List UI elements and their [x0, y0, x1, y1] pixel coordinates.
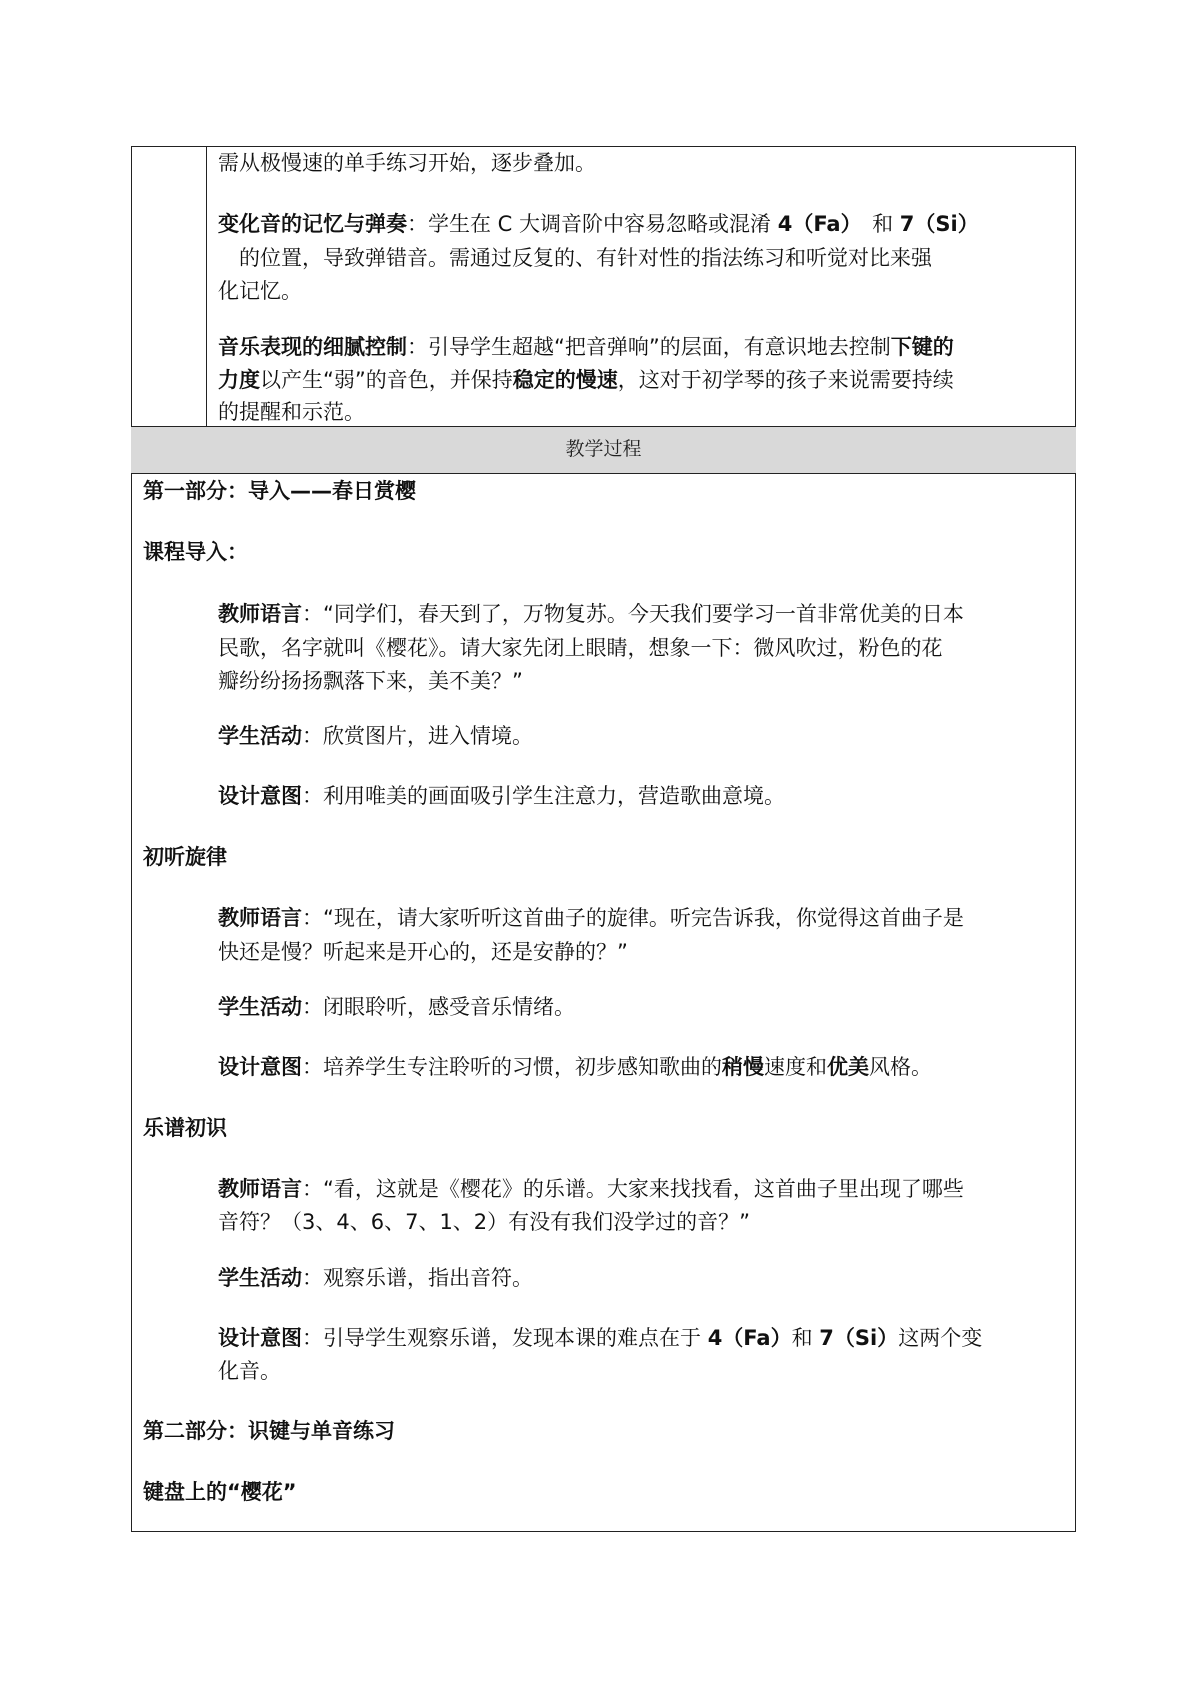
bold-label: 设计意图: [218, 1326, 302, 1350]
paragraph-text: “看，这就是《樱花》的乐谱。大家来找找看，这首曲子里出现了哪些: [323, 1177, 964, 1201]
intro-student-activity: [218, 719, 533, 753]
listen-teacher-line-1: [218, 901, 964, 935]
bold-label: 教师语言: [218, 602, 302, 626]
paragraph-text: ，这对于初学琴的孩子来说需要持续: [617, 368, 954, 392]
separator: ：: [302, 602, 323, 626]
paragraph-text: 速度和: [764, 1055, 827, 1079]
table-header-title: 教学过程: [565, 438, 642, 460]
separator: ：: [302, 906, 323, 930]
paragraph-text: 化记忆。: [218, 279, 302, 303]
separator: ：: [302, 1326, 323, 1350]
paragraph-text: 民歌，名字就叫《樱花》。请大家先闭上眼睛，想象一下：微风吹过，粉色的花: [218, 636, 943, 660]
listen-teacher-line-2: [218, 935, 628, 969]
course-intro-heading: 课程导入：: [143, 540, 248, 564]
separator: ：: [407, 212, 428, 236]
bold-label: 教师语言: [218, 906, 302, 930]
paragraph-text: 快还是慢？听起来是开心的，还是安静的？”: [218, 940, 628, 964]
table-right-border: [1075, 146, 1076, 1532]
paragraph-text: 引导学生观察乐谱，发现本课的难点在于: [323, 1326, 708, 1350]
paragraph-text: 需从极慢速的单手练习开始，逐步叠加。: [218, 151, 596, 175]
score-teacher-line-1: [218, 1172, 964, 1206]
part1-title: 第一部分：导入——春日赏樱: [143, 479, 416, 503]
table-left-border: [131, 146, 132, 1532]
variation-note-line-2: [218, 241, 932, 275]
intro-teacher-line-3: [218, 664, 523, 698]
bold-label: 设计意图: [218, 784, 302, 808]
score-design-intent-line-2: [218, 1354, 281, 1388]
bold-text: 下键的: [890, 335, 954, 359]
note-si: 7（Si）: [819, 1326, 899, 1350]
separator: ：: [407, 335, 428, 359]
paragraph-text: 和: [851, 212, 900, 236]
paragraph-text: 培养学生专注聆听的习惯，初步感知歌曲的: [323, 1055, 722, 1079]
bold-label: 学生活动: [218, 1266, 302, 1290]
variation-note-line-3: [218, 274, 302, 308]
bold-text: 力度: [218, 368, 260, 392]
first-listen-heading: 初听旋律: [143, 845, 227, 869]
paragraph-text: 和: [791, 1326, 820, 1350]
paragraph-text: 的位置，导致弹错音。需通过反复的、有针对性的指法练习和听觉对比来强: [218, 246, 932, 270]
paragraph-text: 这两个变: [898, 1326, 983, 1350]
intro-teacher-line-2: [218, 631, 943, 665]
keyboard-sakura-heading: 键盘上的“樱花”: [143, 1480, 297, 1504]
paragraph-text: 瓣纷纷扬扬飘落下来，美不美？”: [218, 669, 523, 693]
separator: ：: [302, 1177, 323, 1201]
bold-label: 设计意图: [218, 1055, 302, 1079]
listen-student-activity: [218, 990, 575, 1024]
part2-title: 第二部分：识键与单音练习: [143, 1419, 395, 1443]
note-fa: 4（Fa）: [777, 212, 852, 236]
variation-note-paragraph: [218, 207, 979, 241]
separator: ：: [302, 784, 323, 808]
paragraph-text: “现在，请大家听听这首曲子的旋律。听完告诉我，你觉得这首曲子是: [323, 906, 964, 930]
upper-column-divider: [206, 146, 207, 426]
paragraph-text: “同学们，春天到了，万物复苏。今天我们要学习一首非常优美的日本: [323, 602, 964, 626]
paragraph-text: 引导学生超越“把音弹响”的层面，有意识地去控制: [428, 335, 891, 359]
score-student-activity: [218, 1261, 533, 1295]
separator: ：: [302, 1266, 323, 1290]
paragraph-text: 闭眼聆听，感受音乐情绪。: [323, 995, 575, 1019]
expression-control-paragraph: [218, 330, 954, 364]
separator: ：: [302, 1055, 323, 1079]
bold-label: 学生活动: [218, 995, 302, 1019]
bold-label: 变化音的记忆与弹奏: [218, 212, 407, 236]
score-intro-heading: 乐谱初识: [143, 1116, 227, 1140]
bold-text: 稳定的慢速: [512, 368, 618, 392]
paragraph-text: 音符？（3、4、6、7、1、2）有没有我们没学过的音？”: [218, 1210, 751, 1234]
separator: ：: [302, 995, 323, 1019]
paragraph-text: 以产生“弱”的音色，并保持: [260, 368, 513, 392]
bold-text: 稍慢: [722, 1055, 764, 1079]
paragraph-text: 欣赏图片，进入情境。: [323, 724, 533, 748]
score-design-intent-line-1: [218, 1321, 982, 1355]
bold-label: 教师语言: [218, 1177, 302, 1201]
upper-cell-line-1: [218, 146, 596, 180]
listen-design-intent: [218, 1050, 932, 1084]
paragraph-text: 风格。: [869, 1055, 932, 1079]
paragraph-text: 利用唯美的画面吸引学生注意力，营造歌曲意境。: [323, 784, 785, 808]
note-si: 7（Si）: [899, 212, 979, 236]
score-teacher-line-2: [218, 1205, 750, 1239]
bold-label: 音乐表现的细腻控制: [218, 335, 407, 359]
bold-text: 优美: [827, 1055, 869, 1079]
separator: ：: [302, 724, 323, 748]
paragraph-text: 化音。: [218, 1359, 281, 1383]
expression-control-line-3: [218, 395, 365, 429]
intro-teacher-line-1: [218, 597, 964, 631]
intro-design-intent: [218, 779, 785, 813]
paragraph-text: 观察乐谱，指出音符。: [323, 1266, 533, 1290]
bold-label: 学生活动: [218, 724, 302, 748]
table-bottom-border: [131, 1531, 1076, 1532]
paragraph-text: 学生在 C 大调音阶中容易忽略或混淆: [428, 212, 778, 236]
expression-control-line-2: [218, 363, 954, 397]
paragraph-text: 的提醒和示范。: [218, 400, 365, 424]
note-fa: 4（Fa）: [707, 1326, 792, 1350]
